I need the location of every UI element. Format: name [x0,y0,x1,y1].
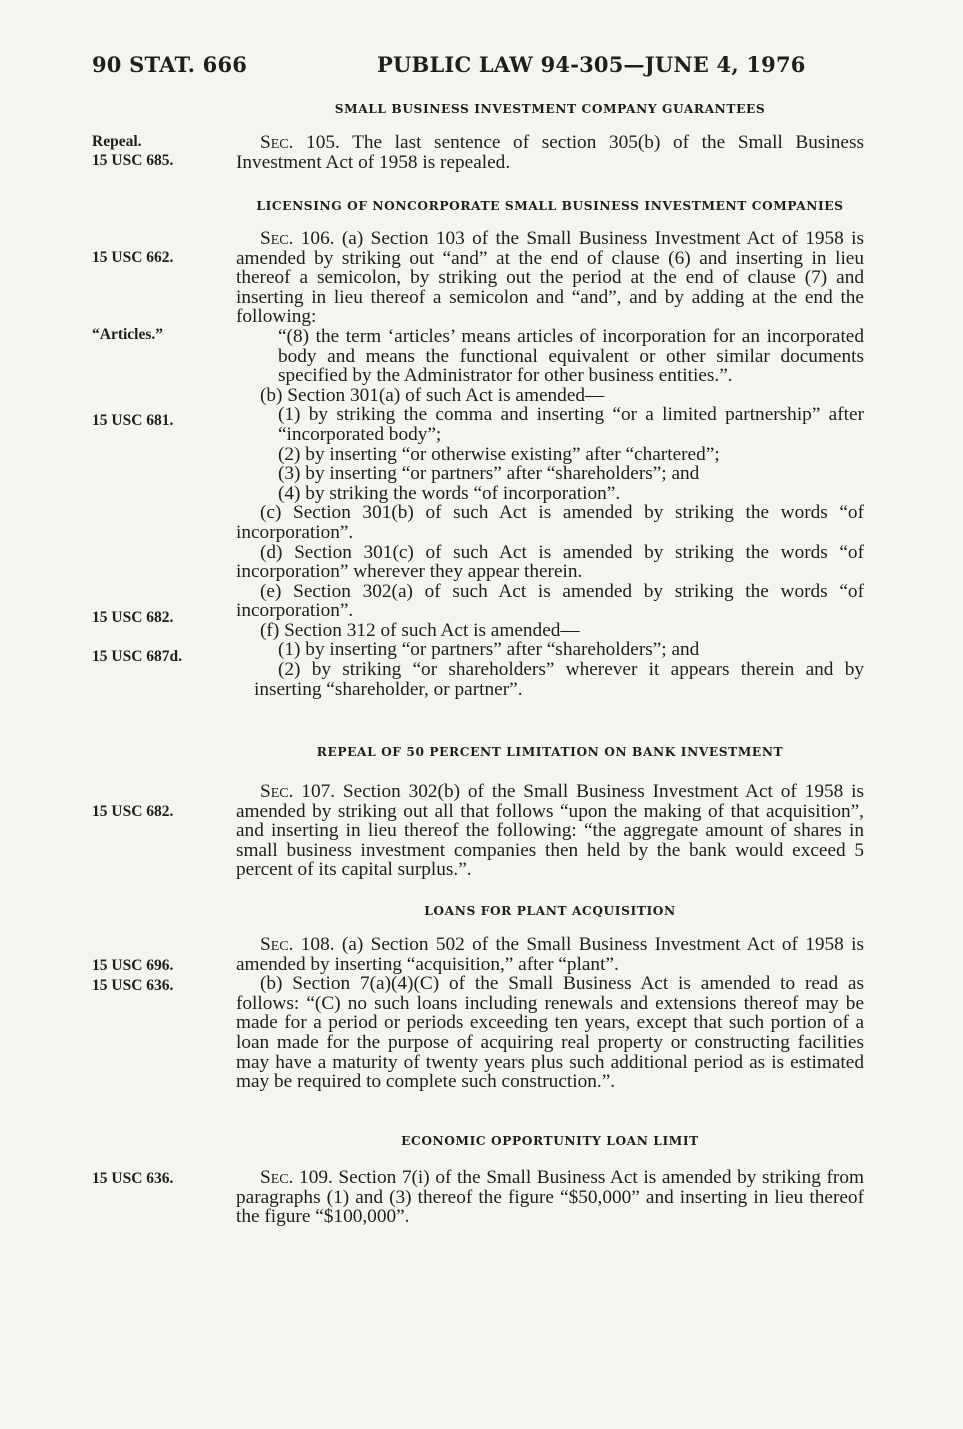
sec-106-c: (c) Section 301(b) of such Act is amended by striking the words “of incorporation”. [236,502,864,543]
section-heading-105: SMALL BUSINESS INVESTMENT COMPANY GUARANTEES [334,102,766,116]
section-heading-108: LOANS FOR PLANT ACQUISITION [424,904,676,918]
sec-105-label: Sec. 105. [260,132,340,153]
sec-109-text: Section 7(i) of the Small Business Act is amended by striking from paragraphs (1) and (3) thereof the figure “$50,000” and inserting in lieu thereof the figure “$100,000”. [236,1167,864,1228]
sec-105-text: The last sentence of section 305(b) of the Small Business Investment Act of 1958 is repealed. [236,132,865,173]
sec-106-a: (a) Section 103 of the Small Business Investment Act of 1958 is amended by striking out “and” at the end of clause (6) and inserting in lieu thereof a semicolon, by striking out the period at the end of clause (7) and inserting in lieu thereof a semicolon and “and”, and by adding at the end the following: [236,228,864,328]
sec-106-label: Sec. 106. [260,228,335,249]
sec-109-label: Sec. 109. [260,1167,333,1188]
sec-107-label: Sec. 107. [260,781,336,802]
margin-note-repeal [92,132,242,170]
section-105 [236,133,864,172]
sec-106-f-1: (1) by inserting “or partners” after “shareholders”; and [278,639,700,661]
margin-usc-687d: 15 USC 687d. [92,648,183,665]
margin-usc-682-a: 15 USC 682. [92,609,174,626]
section-heading-109: ECONOMIC OPPORTUNITY LOAN LIMIT [401,1134,699,1148]
margin-repeal: Repeal. [92,133,142,150]
margin-usc-681: 15 USC 681. [92,412,174,429]
law-title: PUBLIC LAW 94-305—JUNE 4, 1976 [377,52,806,77]
margin-usc-682-b: 15 USC 682. [92,803,174,820]
sec-108-b: (b) Section 7(a)(4)(C) of the Small Business Act is amended to read as follows: “(C) no such loans including renewals and extensions thereof may be made for a period or periods exceeding ten years, except that such portion of a loan made for the purpose of acquiring real property or constructing facilities may have a maturity of twenty years plus such additional period as is estimated may be required to complete such construction.”. [236,973,864,1093]
section-106 [236,229,864,699]
sec-106-b-1: (1) by striking the comma and inserting “or a limited partnership” after “incorporated body”; [278,404,864,445]
sec-106-a-quote: “(8) the term ‘articles’ means articles of incorporation for an incorporated body and means the functional equivalent or other similar documents specified by the Administrator for other business entities.”. [278,325,864,387]
sec-106-d: (d) Section 301(c) of such Act is amended by striking the words “of incorporation” wherever they appear therein. [236,541,864,583]
sec-106-b-2: (2) by inserting “or otherwise existing” after “chartered”; [278,443,720,465]
sec-106-b: (b) Section 301(a) of such Act is amended— [260,384,605,406]
section-108 [236,935,864,1092]
sec-108-a: (a) Section 502 of the Small Business Investment Act of 1958 is amended by inserting “acquisition,” after “plant”. [236,934,864,975]
sec-106-b-4: (4) by striking the words “of incorporation”. [278,482,621,504]
sec-106-e: (e) Section 302(a) of such Act is amended by striking the words “of incorporation”. [236,580,864,622]
section-107 [236,782,864,880]
sec-108-label: Sec. 108. [260,934,335,955]
section-heading-106: LICENSING OF NONCORPORATE SMALL BUSINESS INVESTMENT COMPANIES [256,199,844,213]
margin-usc-696: 15 USC 696. [92,957,174,974]
margin-usc-685: 15 USC 685. [92,152,174,169]
sec-107-text: Section 302(b) of the Small Business Investment Act of 1958 is amended by striking out all that follows “upon the making of that acquisition”, and inserting in lieu thereof the following: “the aggregate amount of shares in small business investment companies then held by the bank would exceed 5 percent of its capital surplus.”. [236,781,864,881]
page-header [92,52,872,92]
sec-106-f-2: (2) by striking “or shareholders” wherever it appears therein and by inserting “shareholder, or partner”. [254,659,864,700]
sec-106-f: (f) Section 312 of such Act is amended— [260,619,580,641]
stat-reference: 90 STAT. 666 [92,52,248,77]
margin-usc-662: 15 USC 662. [92,249,174,266]
section-heading-107: REPEAL OF 50 PERCENT LIMITATION ON BANK INVESTMENT [316,745,784,759]
section-109 [236,1168,864,1227]
sec-106-b-3: (3) by inserting “or partners” after “shareholders”; and [278,463,700,485]
margin-articles: “Articles.” [92,326,164,343]
margin-usc-636-a: 15 USC 636. [92,977,174,994]
margin-usc-636-b: 15 USC 636. [92,1170,174,1187]
